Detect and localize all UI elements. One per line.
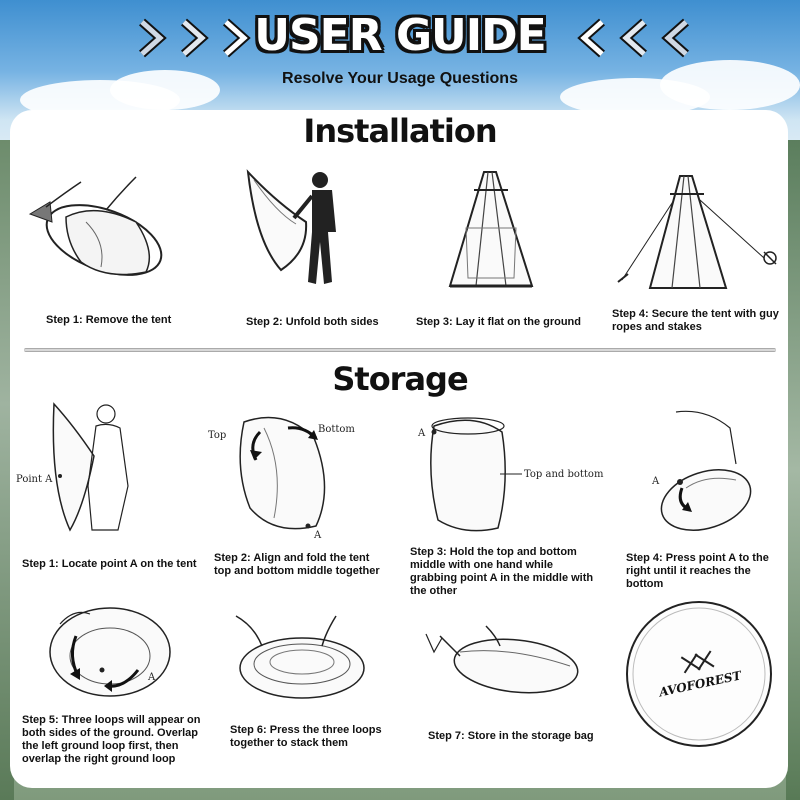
install-step-3-illustration <box>446 168 536 303</box>
installation-title: Installation <box>303 112 497 150</box>
storage-step-1-caption: Step 1: Locate point A on the tent <box>22 558 197 570</box>
storage-step-3-top-bottom-label: Top and bottom <box>524 469 604 480</box>
storage-step-2-illustration <box>204 398 364 543</box>
install-step-1-caption: Step 1: Remove the tent <box>46 314 172 326</box>
storage-title: Storage <box>332 360 468 398</box>
storage-step-5-caption: Step 5: Three loops will appear on both sides of the ground. Overlap the left ground loop first, then overlap the right ground loop <box>22 714 201 765</box>
storage-step-4-illustration <box>646 404 756 539</box>
storage-bag-illustration <box>622 596 776 752</box>
storage-step-3-illustration <box>414 402 614 537</box>
storage-step-1-point-label: Point A <box>16 474 53 485</box>
storage-step-5-a-label: A <box>148 672 156 683</box>
install-step-2-illustration <box>236 162 366 297</box>
storage-step-7-caption: Step 7: Store in the storage bag <box>428 730 594 742</box>
storage-step-2-caption: Step 2: Align and fold the tent top and bottom middle together <box>214 552 380 577</box>
install-step-2-caption: Step 2: Unfold both sides <box>246 316 379 328</box>
storage-step-1-illustration <box>14 396 164 541</box>
storage-step-7-illustration <box>420 616 590 716</box>
background-right-scenery <box>786 140 800 800</box>
storage-step-4-a-label: A <box>652 476 660 487</box>
page-title: USER GUIDE <box>254 10 546 61</box>
storage-step-5-illustration <box>40 594 180 704</box>
storage-step-4-caption: Step 4: Press point A to the right until it reaches the bottom <box>626 552 769 590</box>
storage-step-3-caption: Step 3: Hold the top and bottom middle with one hand while grabbing point A in the middle with the other <box>410 546 594 597</box>
page-subtitle: Resolve Your Usage Questions <box>282 70 518 87</box>
install-step-3-caption: Step 3: Lay it flat on the ground <box>416 316 581 328</box>
bag-brand-label: AVOFOREST <box>657 668 743 700</box>
install-step-1-illustration <box>26 162 176 292</box>
install-step-4-caption: Step 4: Secure the tent with guy ropes and stakes <box>612 308 779 333</box>
storage-step-2-bottom-label: Bottom <box>318 424 355 435</box>
storage-step-3-a-label: A <box>418 428 426 439</box>
storage-step-6-illustration <box>226 606 376 706</box>
storage-step-2-a-label: A <box>314 530 322 541</box>
storage-step-2-top-label: Top <box>208 430 227 441</box>
header <box>0 0 800 110</box>
section-divider <box>24 348 776 352</box>
install-step-4-illustration <box>614 170 784 300</box>
storage-step-6-caption: Step 6: Press the three loops together to stack them <box>230 724 382 749</box>
